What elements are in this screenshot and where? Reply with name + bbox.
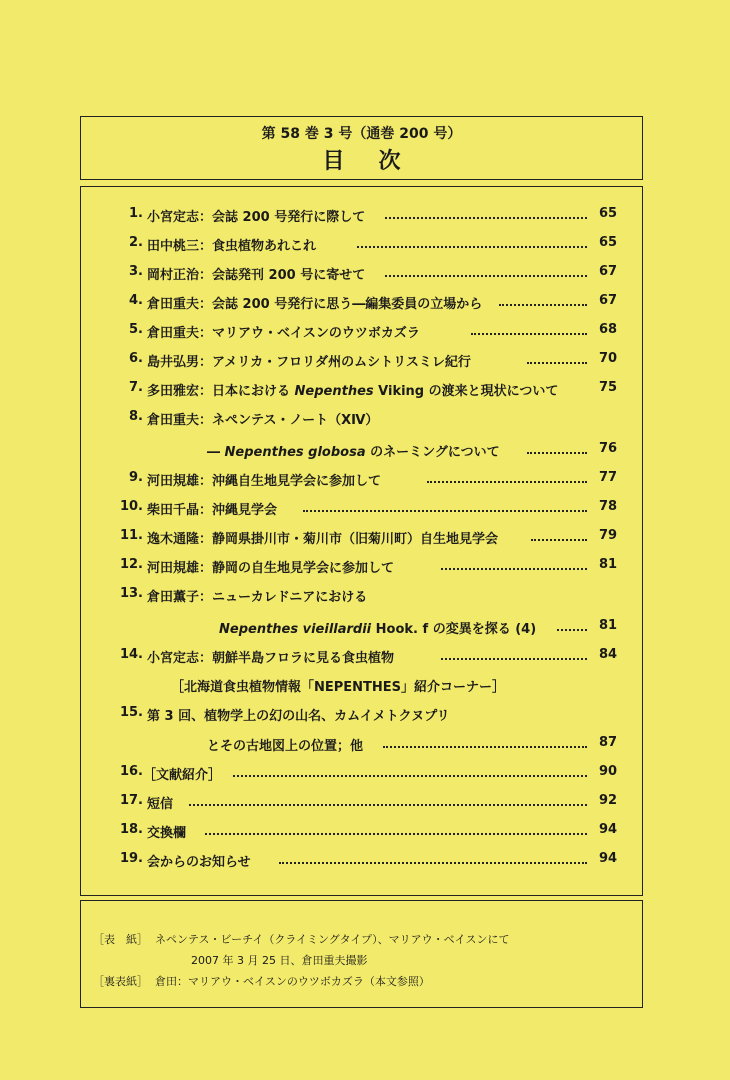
leader-dots	[357, 246, 587, 248]
toc-entry-5[interactable]: 5. 倉田重夫：マリアウ・ベイスンのウツボカズラ 68	[129, 322, 618, 341]
toc-entry-2[interactable]: 2. 田中桃三：食虫植物あれこれ 65	[129, 235, 618, 254]
cover-label: ［表 紙］	[93, 933, 148, 946]
volume-info: 第 58 巻 3 号（通巻 200 号）	[261, 126, 462, 142]
toc-entry-17[interactable]: 17. 短信 92	[119, 793, 618, 812]
leader-dots	[383, 746, 587, 748]
issue-header	[80, 116, 643, 180]
leader-dots	[527, 362, 587, 364]
leader-dots	[557, 629, 587, 631]
leader-dots	[427, 481, 587, 483]
toc-entry-15[interactable]: 15. 第 3 回、植物学上の幻の山名、カムイメトクヌプリ	[119, 705, 450, 724]
toc-entry-10[interactable]: 10. 柴田千晶：沖縄見学会 78	[119, 499, 618, 518]
toc-entry-6[interactable]: 6. 島井弘男：アメリカ・フロリダ州のムシトリスミレ紀行 70	[129, 351, 618, 370]
leader-dots	[471, 333, 587, 335]
leader-dots	[499, 304, 587, 306]
toc-entry-11[interactable]: 11. 逸木通隆：静岡県掛川市・菊川市（旧菊川町）自生地見学会 79	[119, 528, 618, 547]
toc-entry-4[interactable]: 4. 倉田重夫：会誌 200 号発行に思う―編集委員の立場から 67	[129, 293, 618, 312]
cover-text: ネペンテス・ビーチイ（クライミングタイプ）、マリアウ・ベイスンにて	[155, 933, 510, 946]
leader-dots	[441, 568, 587, 570]
leader-dots	[189, 804, 587, 806]
toc-entry-8-subtitle[interactable]: ― Nepenthes globosa のネーミングについて 76	[207, 441, 618, 460]
leader-dots	[385, 217, 587, 219]
toc-entry-7[interactable]: 7. 多田雅宏：日本における Nepenthes Viking の渡来と現状について 75	[129, 380, 618, 399]
leader-dots	[441, 658, 587, 660]
toc-entry-13-subtitle[interactable]: Nepenthes vieillardii Hook. f の変異を探る (4) 81	[219, 618, 618, 637]
cover-caption	[80, 900, 643, 1008]
leader-dots	[527, 452, 587, 454]
toc-entry-1[interactable]: 1. 小宮定志：会誌 200 号発行に際して 65	[129, 206, 618, 225]
toc-entry-16[interactable]: 16. ［文献紹介］ 90	[119, 764, 618, 783]
back-cover-text: 倉田：マリアウ・ベイスンのウツボカズラ（本文参照）	[155, 975, 430, 988]
table-of-contents	[80, 186, 643, 896]
back-cover-label: ［裏表紙］	[93, 975, 148, 988]
toc-entry-13[interactable]: 13. 倉田薫子：ニューカレドニアにおける	[119, 586, 368, 605]
toc-entry-12[interactable]: 12. 河田規雄：静岡の自生地見学会に参加して 81	[119, 557, 618, 576]
toc-entry-19[interactable]: 19. 会からのお知らせ 94	[119, 851, 618, 870]
leader-dots	[303, 510, 587, 512]
toc-entry-9[interactable]: 9. 河田規雄：沖縄自生地見学会に参加して 77	[129, 470, 618, 489]
leader-dots	[531, 539, 587, 541]
leader-dots	[233, 775, 587, 777]
toc-entry-3[interactable]: 3. 岡村正治：会誌発刊 200 号に寄せて 67	[129, 264, 618, 283]
toc-entry-8[interactable]: 8. 倉田重夫：ネペンテス・ノート（XⅣ）	[129, 409, 379, 428]
cover-credit: 2007 年 3 月 25 日、倉田重夫撮影	[191, 954, 368, 967]
leader-dots	[279, 862, 587, 864]
toc-entry-14[interactable]: 14. 小宮定志：朝鮮半島フロラに見る食虫植物 84	[119, 647, 618, 666]
leader-dots	[205, 833, 587, 835]
toc-entry-18[interactable]: 18. 交換欄 94	[119, 822, 618, 841]
page-title: 目次	[322, 149, 435, 174]
section-note: ［北海道食虫植物情報「NEPENTHES」紹介コーナー］	[171, 680, 506, 695]
toc-entry-15-subtitle[interactable]: とその古地図上の位置；他 87	[207, 735, 618, 754]
leader-dots	[385, 275, 587, 277]
